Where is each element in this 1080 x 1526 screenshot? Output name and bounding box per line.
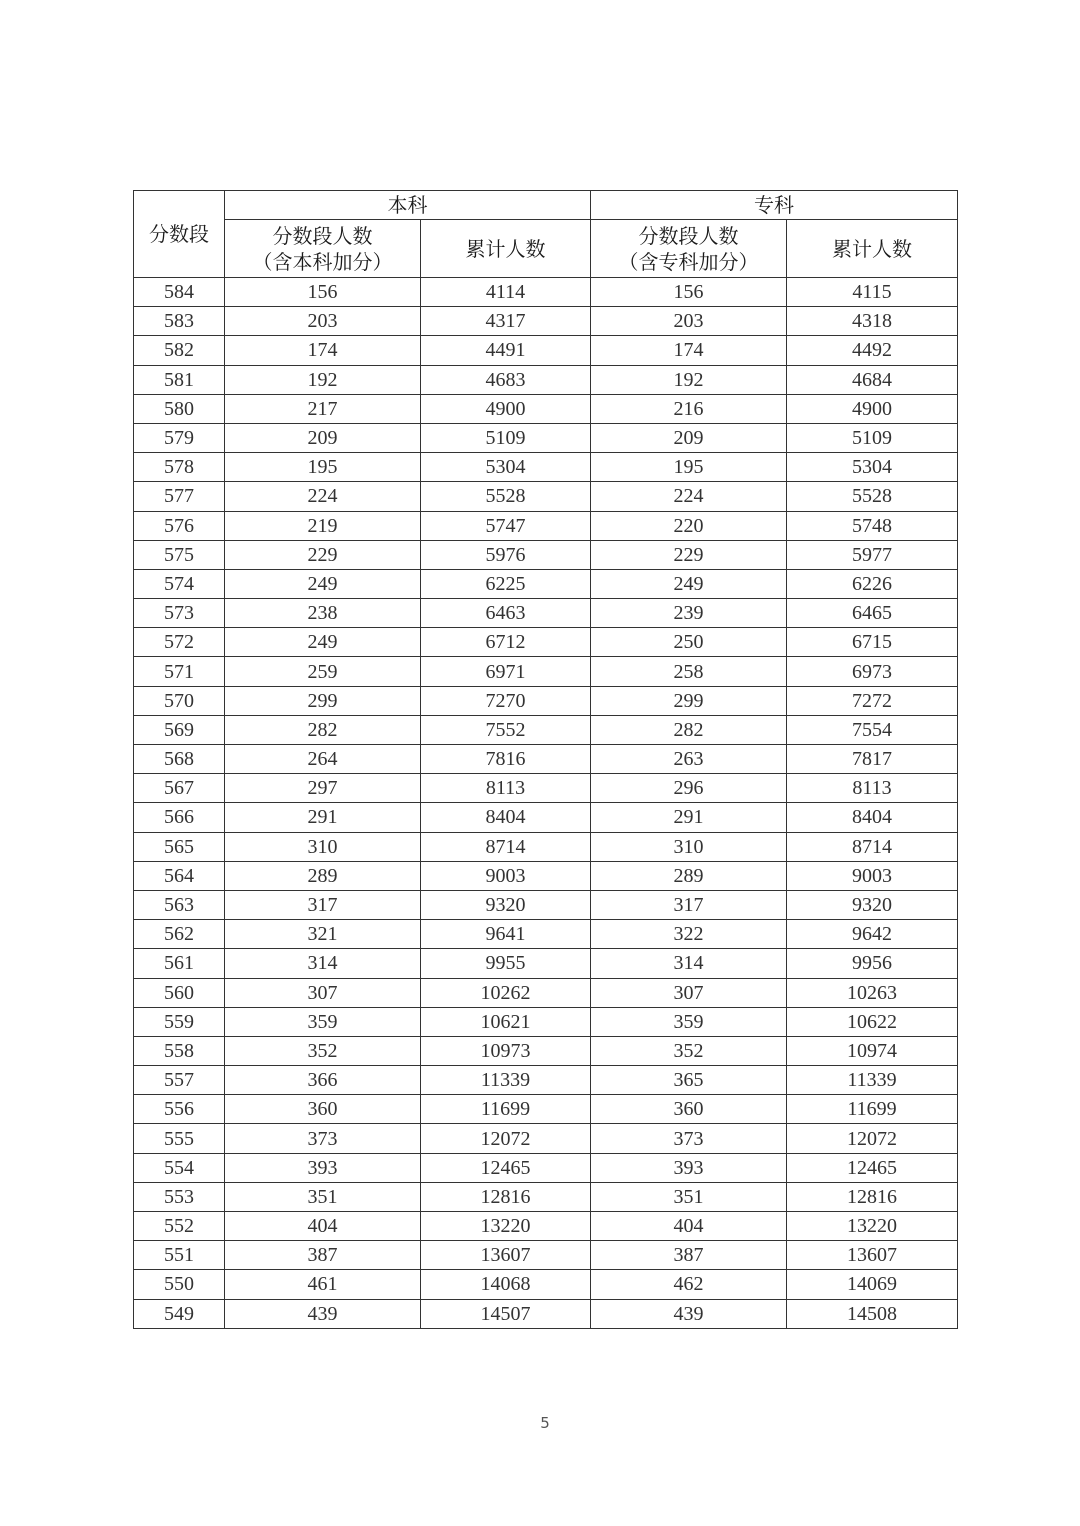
header-college-count	[591, 220, 787, 278]
college-cumulative-value: 10622	[787, 1007, 958, 1036]
undergrad-cumulative-value: 14507	[421, 1299, 591, 1328]
undergrad-count-value: 359	[225, 1007, 421, 1036]
undergrad-count-value: 203	[225, 307, 421, 336]
undergrad-count-value: 195	[225, 453, 421, 482]
table-row	[134, 1241, 958, 1270]
undergrad-count-value: 249	[225, 628, 421, 657]
undergrad-cumulative-value: 9003	[421, 861, 591, 890]
undergrad-cumulative-value: 14068	[421, 1270, 591, 1299]
table-row	[134, 715, 958, 744]
header-undergrad-group: 本科	[225, 191, 591, 220]
college-count-value: 216	[591, 394, 787, 423]
college-cumulative-value: 6715	[787, 628, 958, 657]
college-cumulative-value: 8113	[787, 774, 958, 803]
college-cumulative-value: 5304	[787, 453, 958, 482]
score-distribution-table	[133, 190, 958, 1329]
college-count-value: 203	[591, 307, 787, 336]
undergrad-count-value: 217	[225, 394, 421, 423]
undergrad-count-value: 209	[225, 423, 421, 452]
undergrad-count-value: 264	[225, 745, 421, 774]
college-count-value: 289	[591, 861, 787, 890]
header-undergrad-count	[225, 220, 421, 278]
undergrad-count-value: 282	[225, 715, 421, 744]
college-count-value: 359	[591, 1007, 787, 1036]
score-value: 571	[134, 657, 225, 686]
college-cumulative-value: 11339	[787, 1066, 958, 1095]
college-count-value: 317	[591, 890, 787, 919]
score-value: 582	[134, 336, 225, 365]
undergrad-count-value: 366	[225, 1066, 421, 1095]
header-undergrad-count-line2: （含本科加分）	[252, 249, 393, 274]
college-count-value: 239	[591, 599, 787, 628]
table-row	[134, 278, 958, 307]
undergrad-cumulative-value: 10621	[421, 1007, 591, 1036]
college-cumulative-value: 5528	[787, 482, 958, 511]
college-count-value: 307	[591, 978, 787, 1007]
college-count-value: 373	[591, 1124, 787, 1153]
table-body	[134, 278, 958, 1329]
undergrad-cumulative-value: 12465	[421, 1153, 591, 1182]
score-value: 568	[134, 745, 225, 774]
undergrad-cumulative-value: 13607	[421, 1241, 591, 1270]
header-college-cumulative: 累计人数	[787, 220, 958, 278]
college-cumulative-value: 5977	[787, 540, 958, 569]
score-value: 576	[134, 511, 225, 540]
undergrad-cumulative-value: 9641	[421, 920, 591, 949]
undergrad-count-value: 192	[225, 365, 421, 394]
undergrad-count-value: 299	[225, 686, 421, 715]
college-cumulative-value: 12816	[787, 1182, 958, 1211]
header-undergrad-cumulative: 累计人数	[421, 220, 591, 278]
college-count-value: 209	[591, 423, 787, 452]
table-row	[134, 861, 958, 890]
undergrad-cumulative-value: 6463	[421, 599, 591, 628]
undergrad-cumulative-value: 5304	[421, 453, 591, 482]
score-value: 552	[134, 1212, 225, 1241]
score-value: 554	[134, 1153, 225, 1182]
college-cumulative-value: 8404	[787, 803, 958, 832]
college-cumulative-value: 14508	[787, 1299, 958, 1328]
undergrad-count-value: 224	[225, 482, 421, 511]
score-value: 577	[134, 482, 225, 511]
table-row	[134, 1212, 958, 1241]
college-cumulative-value: 6465	[787, 599, 958, 628]
undergrad-cumulative-value: 6225	[421, 569, 591, 598]
score-value: 580	[134, 394, 225, 423]
college-cumulative-value: 4684	[787, 365, 958, 394]
undergrad-cumulative-value: 5747	[421, 511, 591, 540]
score-value: 575	[134, 540, 225, 569]
college-cumulative-value: 6226	[787, 569, 958, 598]
college-cumulative-value: 5748	[787, 511, 958, 540]
score-value: 562	[134, 920, 225, 949]
header-college-count-line1: 分数段人数	[638, 223, 739, 248]
undergrad-count-value: 229	[225, 540, 421, 569]
table-row	[134, 890, 958, 919]
undergrad-count-value: 387	[225, 1241, 421, 1270]
college-count-value: 360	[591, 1095, 787, 1124]
undergrad-cumulative-value: 9320	[421, 890, 591, 919]
college-cumulative-value: 5109	[787, 423, 958, 452]
undergrad-cumulative-value: 9955	[421, 949, 591, 978]
college-cumulative-value: 10263	[787, 978, 958, 1007]
undergrad-cumulative-value: 8113	[421, 774, 591, 803]
table-row	[134, 569, 958, 598]
header-score-range: 分数段	[134, 191, 225, 278]
undergrad-count-value: 297	[225, 774, 421, 803]
table-row	[134, 657, 958, 686]
college-count-value: 299	[591, 686, 787, 715]
undergrad-cumulative-value: 12816	[421, 1182, 591, 1211]
header-college-count-line2: （含专科加分）	[618, 249, 759, 274]
college-count-value: 220	[591, 511, 787, 540]
table-row	[134, 1270, 958, 1299]
score-value: 556	[134, 1095, 225, 1124]
table-row	[134, 803, 958, 832]
college-cumulative-value: 4492	[787, 336, 958, 365]
undergrad-count-value: 439	[225, 1299, 421, 1328]
undergrad-cumulative-value: 8404	[421, 803, 591, 832]
page-number: 5	[540, 1414, 550, 1432]
college-cumulative-value: 14069	[787, 1270, 958, 1299]
college-count-value: 250	[591, 628, 787, 657]
score-value: 565	[134, 832, 225, 861]
college-cumulative-value: 12465	[787, 1153, 958, 1182]
table-row	[134, 1124, 958, 1153]
score-value: 559	[134, 1007, 225, 1036]
table-row	[134, 949, 958, 978]
table-row	[134, 423, 958, 452]
undergrad-cumulative-value: 11339	[421, 1066, 591, 1095]
score-value: 583	[134, 307, 225, 336]
table-row	[134, 336, 958, 365]
college-count-value: 224	[591, 482, 787, 511]
undergrad-cumulative-value: 5109	[421, 423, 591, 452]
table-row	[134, 1007, 958, 1036]
undergrad-count-value: 219	[225, 511, 421, 540]
score-value: 555	[134, 1124, 225, 1153]
college-count-value: 156	[591, 278, 787, 307]
undergrad-count-value: 321	[225, 920, 421, 949]
table-row	[134, 1066, 958, 1095]
college-count-value: 365	[591, 1066, 787, 1095]
undergrad-cumulative-value: 6712	[421, 628, 591, 657]
score-value: 572	[134, 628, 225, 657]
undergrad-cumulative-value: 10262	[421, 978, 591, 1007]
score-value: 560	[134, 978, 225, 1007]
college-cumulative-value: 10974	[787, 1036, 958, 1065]
score-value: 570	[134, 686, 225, 715]
header-row-groups	[134, 191, 958, 220]
undergrad-count-value: 360	[225, 1095, 421, 1124]
college-cumulative-value: 4318	[787, 307, 958, 336]
college-count-value: 404	[591, 1212, 787, 1241]
score-value: 569	[134, 715, 225, 744]
college-cumulative-value: 9320	[787, 890, 958, 919]
undergrad-cumulative-value: 5976	[421, 540, 591, 569]
undergrad-count-value: 352	[225, 1036, 421, 1065]
table-row	[134, 453, 958, 482]
college-cumulative-value: 6973	[787, 657, 958, 686]
table-row	[134, 774, 958, 803]
college-cumulative-value: 11699	[787, 1095, 958, 1124]
undergrad-count-value: 289	[225, 861, 421, 890]
undergrad-count-value: 317	[225, 890, 421, 919]
undergrad-count-value: 238	[225, 599, 421, 628]
college-count-value: 310	[591, 832, 787, 861]
college-cumulative-value: 13220	[787, 1212, 958, 1241]
college-count-value: 351	[591, 1182, 787, 1211]
table-row	[134, 511, 958, 540]
undergrad-count-value: 404	[225, 1212, 421, 1241]
college-cumulative-value: 4900	[787, 394, 958, 423]
score-value: 557	[134, 1066, 225, 1095]
undergrad-count-value: 291	[225, 803, 421, 832]
college-count-value: 322	[591, 920, 787, 949]
undergrad-cumulative-value: 4317	[421, 307, 591, 336]
college-cumulative-value: 4115	[787, 278, 958, 307]
undergrad-count-value: 307	[225, 978, 421, 1007]
undergrad-cumulative-value: 11699	[421, 1095, 591, 1124]
score-value: 561	[134, 949, 225, 978]
table-row	[134, 686, 958, 715]
undergrad-cumulative-value: 4683	[421, 365, 591, 394]
undergrad-count-value: 156	[225, 278, 421, 307]
score-value: 549	[134, 1299, 225, 1328]
college-count-value: 296	[591, 774, 787, 803]
college-cumulative-value: 12072	[787, 1124, 958, 1153]
table-row	[134, 307, 958, 336]
score-value: 581	[134, 365, 225, 394]
undergrad-count-value: 249	[225, 569, 421, 598]
score-value: 566	[134, 803, 225, 832]
table-row	[134, 978, 958, 1007]
score-value: 573	[134, 599, 225, 628]
college-cumulative-value: 8714	[787, 832, 958, 861]
table-row	[134, 1036, 958, 1065]
undergrad-count-value: 393	[225, 1153, 421, 1182]
table-row	[134, 832, 958, 861]
table-row	[134, 1153, 958, 1182]
table-row	[134, 482, 958, 511]
undergrad-count-value: 351	[225, 1182, 421, 1211]
college-cumulative-value: 13607	[787, 1241, 958, 1270]
college-count-value: 291	[591, 803, 787, 832]
table-row	[134, 1095, 958, 1124]
college-cumulative-value: 9642	[787, 920, 958, 949]
score-value: 558	[134, 1036, 225, 1065]
score-value: 551	[134, 1241, 225, 1270]
undergrad-cumulative-value: 10973	[421, 1036, 591, 1065]
college-cumulative-value: 9956	[787, 949, 958, 978]
undergrad-cumulative-value: 8714	[421, 832, 591, 861]
college-count-value: 282	[591, 715, 787, 744]
table-row	[134, 540, 958, 569]
college-count-value: 387	[591, 1241, 787, 1270]
table-row	[134, 920, 958, 949]
table-row	[134, 1299, 958, 1328]
college-cumulative-value: 7272	[787, 686, 958, 715]
undergrad-count-value: 373	[225, 1124, 421, 1153]
table-row	[134, 1182, 958, 1211]
score-value: 563	[134, 890, 225, 919]
undergrad-count-value: 310	[225, 832, 421, 861]
score-value: 579	[134, 423, 225, 452]
college-count-value: 229	[591, 540, 787, 569]
college-count-value: 352	[591, 1036, 787, 1065]
table-row	[134, 394, 958, 423]
college-count-value: 314	[591, 949, 787, 978]
header-undergrad-count-line1: 分数段人数	[272, 223, 373, 248]
college-count-value: 439	[591, 1299, 787, 1328]
table-row	[134, 745, 958, 774]
college-count-value: 195	[591, 453, 787, 482]
header-row-columns	[134, 220, 958, 278]
undergrad-count-value: 314	[225, 949, 421, 978]
score-value: 550	[134, 1270, 225, 1299]
score-value: 574	[134, 569, 225, 598]
table-row	[134, 628, 958, 657]
undergrad-cumulative-value: 4491	[421, 336, 591, 365]
undergrad-count-value: 461	[225, 1270, 421, 1299]
table-row	[134, 365, 958, 394]
header-junior-college-group: 专科	[591, 191, 958, 220]
college-cumulative-value: 7554	[787, 715, 958, 744]
undergrad-count-value: 259	[225, 657, 421, 686]
undergrad-cumulative-value: 4900	[421, 394, 591, 423]
score-value: 553	[134, 1182, 225, 1211]
college-cumulative-value: 7817	[787, 745, 958, 774]
college-count-value: 263	[591, 745, 787, 774]
college-count-value: 174	[591, 336, 787, 365]
score-value: 564	[134, 861, 225, 890]
undergrad-cumulative-value: 4114	[421, 278, 591, 307]
college-count-value: 249	[591, 569, 787, 598]
score-value: 567	[134, 774, 225, 803]
college-count-value: 462	[591, 1270, 787, 1299]
undergrad-cumulative-value: 6971	[421, 657, 591, 686]
college-count-value: 393	[591, 1153, 787, 1182]
undergrad-cumulative-value: 7552	[421, 715, 591, 744]
undergrad-cumulative-value: 7270	[421, 686, 591, 715]
score-value: 584	[134, 278, 225, 307]
score-value: 578	[134, 453, 225, 482]
undergrad-count-value: 174	[225, 336, 421, 365]
undergrad-cumulative-value: 5528	[421, 482, 591, 511]
undergrad-cumulative-value: 7816	[421, 745, 591, 774]
college-cumulative-value: 9003	[787, 861, 958, 890]
undergrad-cumulative-value: 12072	[421, 1124, 591, 1153]
college-count-value: 192	[591, 365, 787, 394]
undergrad-cumulative-value: 13220	[421, 1212, 591, 1241]
table-row	[134, 599, 958, 628]
college-count-value: 258	[591, 657, 787, 686]
